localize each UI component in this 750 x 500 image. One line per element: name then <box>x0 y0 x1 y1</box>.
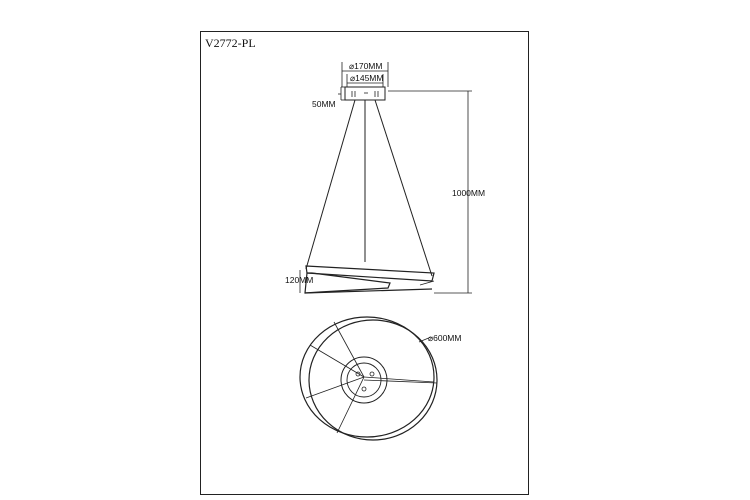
ring-diameter-label: ⌀600MM <box>428 333 462 343</box>
canopy-side-view <box>345 87 385 100</box>
suspension-cables <box>306 100 432 276</box>
ring-top-view <box>300 317 437 440</box>
model-number: V2772-PL <box>205 36 256 50</box>
canopy-height-label: 50MM <box>312 99 336 109</box>
canopy-outer-diameter-label: ⌀170MM <box>349 61 383 71</box>
ring-side-view <box>305 266 434 293</box>
drop-height-label: 1000MM <box>452 188 486 198</box>
ring-height-label: 120MM <box>285 275 314 285</box>
canopy-inner-diameter-label: ⌀145MM <box>350 73 384 83</box>
height-dimension-lines <box>300 91 472 293</box>
